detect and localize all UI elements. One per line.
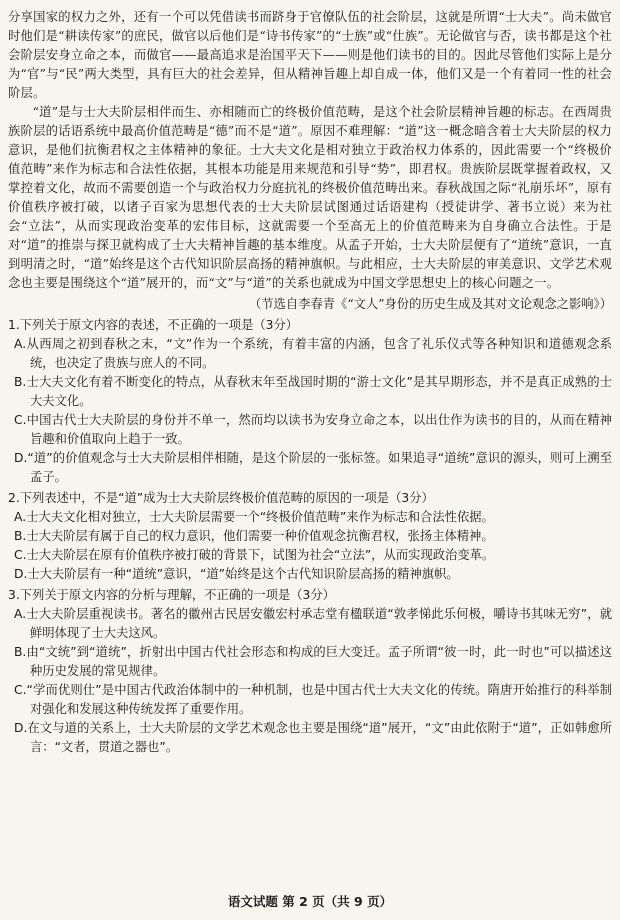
passage-source: （节选自李春青《“文人”身份的历史生成及其对文论观念之影响》） [248,297,612,311]
option-d: D.士大夫阶层有一种“道统”意识，“道”始终是这个古代知识阶层高扬的精神旗帜。 [14,567,459,581]
question-stem: 1.下列关于原文内容的表述，不正确的一项是（3分） [8,318,299,332]
option-d: D.“道”的价值观念与士大夫阶层相伴相随，是这个阶层的一张标签。如果追寻“道统”意识的源头，则可上溯至孟子。 [14,451,612,484]
exam-page [8,8,612,757]
option-c: C.“学而优则仕”是中国古代政治体制中的一种机制，也是中国古代士大夫文化的传统。隋唐开始推行的科举制对强化和发展这种传统发挥了重要作用。 [14,683,612,716]
passage-paragraph-2: “道”是与士大夫阶层相伴而生、亦相随而亡的终极价值范畴，是这个社会阶层精神旨趣的标志。在西周贵族阶层的话语系统中最高价值范畴是“德”而不是“道”。原因不难理解：“道”这一概念暗含着士大夫阶层的权力意识，是他们抗衡君权之主体精神的象征。士大夫文化是相对独立于政治权力体系的，因此需要一个“终极价值范畴”来作为标志和合法性依据，其根本功能是用来规范和引导“势”，即君权。贵族阶层既掌握着政权，又掌控着文化，故而不需要创造一个与政治权力分庭抗礼的终极价值范畴出来。春秋战国之际“礼崩乐坏”，原有价值秩序被打破，以诸子百家为思想代表的士大夫阶层试图通过话语建构（授徒讲学、著书立说）来为社会“立法”，从而实现政治变革的宏伟目标，这就需要一个至高无上的价值范畴来为自身确立合法性。于是对“道”的推崇与探卫就构成了士大夫精神旨趣的基本维度。从孟子开始，士大夫阶层便有了“道统”意识，一直到明清之时，“道”始终是这个古代知识阶层高扬的精神旗帜。与此相应，士大夫阶层的审美意识、文学艺术观念也主要是围绕这个“道”展开的，而“文”与“道”的关系也就成为中国文学思想史上的核心问题之一。 [8,105,612,290]
question-1 [8,316,612,487]
option-b: B.士大夫文化有着不断变化的特点，从春秋末年至战国时期的“游士文化”是其早期形态，并不是真正成熟的士大夫文化。 [14,375,612,408]
question-2 [8,489,612,584]
option-a: A.士大夫阶层重视读书。著名的徽州古民居安徽宏村承志堂有楹联道“敦孝悌此乐何极，嚼诗书其味无穷”，就鲜明体现了士大夫这风。 [14,607,612,640]
question-stem: 2.下列表述中，不是“道”成为士大夫阶层终极价值范畴的原因的一项是（3分） [8,491,434,505]
option-b: B.由“文统”到“道统”，折射出中国古代社会形态和构成的巨大变迁。孟子所谓“彼一时，此一时也”可以描述这种历史发展的常见规律。 [14,645,612,678]
question-3 [8,586,612,757]
option-b: B.士大夫阶层有属于自己的权力意识，他们需要一种价值观念抗衡君权，张扬主体精神。 [14,529,494,543]
option-c: C.中国古代士大夫阶层的身份并不单一，然而均以读书为安身立命之本，以出仕作为读书的目的，从而在精神旨趣和价值取向上趋于一致。 [14,413,612,446]
question-stem: 3.下列关于原文内容的分析与理解，不正确的一项是（3分） [8,588,335,602]
option-d: D.在文与道的关系上，士大夫阶层的文学艺术观念也主要是围绕“道”展开，“文”由此依附于“道”，正如韩愈所言：“文者，贯道之器也”。 [14,721,612,754]
option-a: A.从西周之初到春秋之末，“文”作为一个系统，有着丰富的内涵，包含了礼乐仪式等各种知识和道德观念系统，也决定了贵族与庶人的不同。 [14,337,612,370]
option-a: A.士大夫文化相对独立，士大夫阶层需要一个“终极价值范畴”来作为标志和合法性依据。 [14,510,494,524]
passage-paragraph-1: 分享国家的权力之外，还有一个可以凭借读书而跻身于官僚队伍的社会阶层，这就是所谓“士大夫”。尚未做官时他们是“耕读传家”的庶民，做官以后他们是“诗书传家”的“士族”或“仕族”。无论做官与否，读书都是这个社会阶层安身立命之本，而做官——最高追求是治国平天下——则是他们读书的目的。因此尽管他们实际上是分为“官”与“民”两大类型，具有巨大的社会差异，但从精神旨趣上却自成一体，他们又是一个有着同一性的社会阶层。 [8,10,612,100]
page-footer: 语文试题 第 2 页（共 9 页） [227,894,393,909]
option-c: C.士大夫阶层在原有价值秩序被打破的背景下，试图为社会“立法”，从而实现政治变革。 [14,548,495,562]
